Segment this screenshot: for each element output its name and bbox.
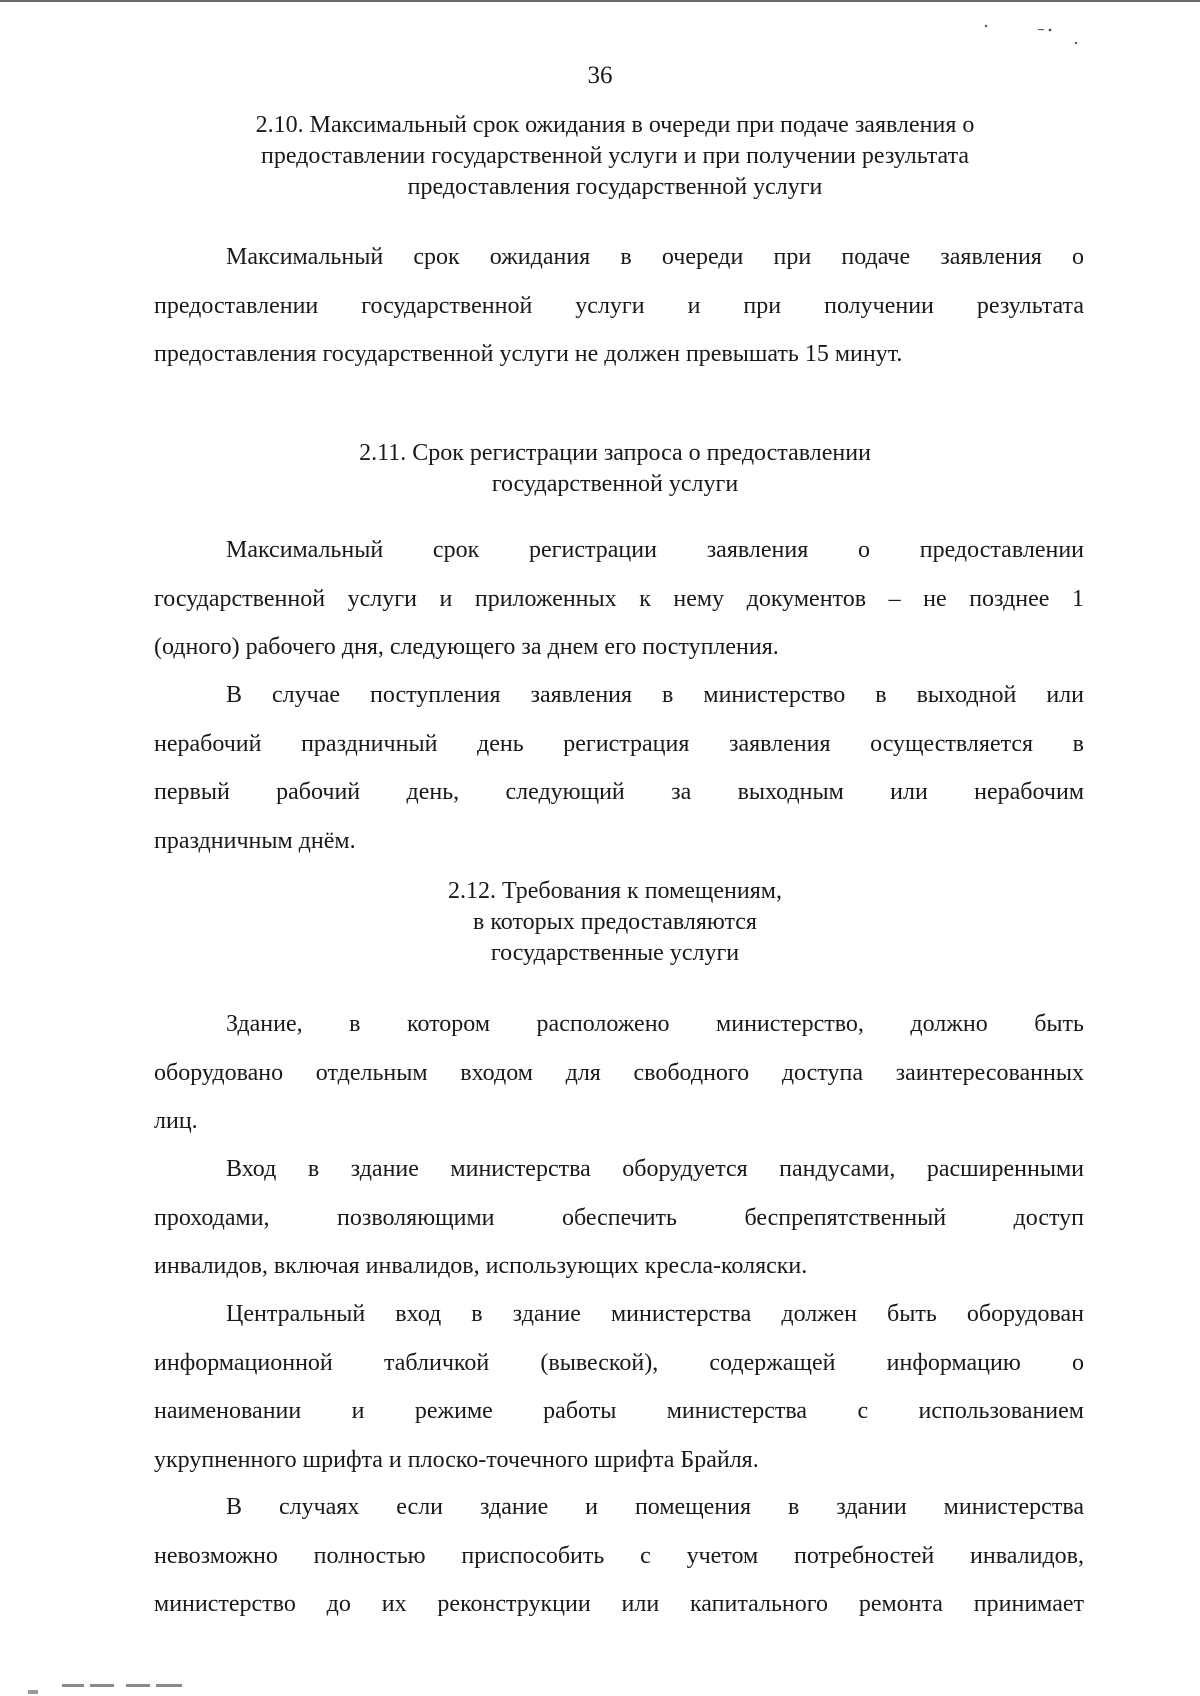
text-line: праздничным днём. [154,827,356,854]
paragraph [154,1483,1084,1629]
text-line: В случаях если здание и помещения в здании министерства [226,1494,1084,1520]
paragraph [154,1000,1084,1146]
heading-line: предоставлении государственной услуги и при получении результата [260,143,970,169]
text-line: предоставления государственной услуги не должен превышать 15 минут. [154,341,903,367]
section-heading-2-12 [150,876,1080,969]
heading-line: 2.11. Срок регистрации запроса о предоставлении [359,440,871,466]
heading-line: 2.12. Требования к помещениям, [448,878,782,904]
text-line: нерабочий праздничный день регистрация заявления осуществляется в [154,730,1084,757]
paragraph [154,671,1084,865]
section-heading-2-10 [150,110,1080,203]
text-line: министерство до их реконструкции или капитального ремонта принимает [154,1591,1084,1617]
scan-bottom-marks [0,1678,220,1696]
heading-line: в которых предоставляются [473,909,757,935]
text-line: Центральный вход в здание министерства должен быть оборудован [226,1301,1084,1327]
paragraph [154,233,1084,379]
heading-line: предоставления государственной услуги [407,174,823,200]
text-line: проходами, позволяющими обеспечить беспрепятственный доступ [154,1204,1084,1231]
heading-line: государственной услуги [491,471,739,497]
text-line: Максимальный срок ожидания в очереди при подаче заявления о [226,244,1084,270]
text-line: лиц. [154,1108,198,1134]
text-line: наименовании и режиме работы министерства с использованием [154,1398,1084,1424]
text-line: В случае поступления заявления в министерство в выходной или [226,682,1084,708]
text-line: Вход в здание министерства оборудуется пандусами, расширенными [226,1156,1084,1182]
text-line: первый рабочий день, следующий за выходным или нерабочим [154,779,1084,805]
text-line: Здание, в котором расположено министерство, должно быть [226,1011,1084,1037]
paragraph [154,1290,1084,1484]
text-line: невозможно полностью приспособить с учетом потребностей инвалидов, [154,1542,1084,1569]
section-heading-2-11 [150,438,1080,500]
text-line: государственной услуги и приложенных к нему документов – не позднее 1 [154,585,1084,612]
heading-line: 2.10. Максимальный срок ожидания в очереди при подаче заявления о [255,112,975,138]
text-line: (одного) рабочего дня, следующего за днем его поступления. [154,634,779,660]
text-line: предоставлении государственной услуги и при получении результата [154,292,1084,319]
text-line: укрупненного шрифта и плоско-точечного шрифта Брайля. [154,1446,759,1473]
text-line: оборудовано отдельным входом для свободного доступа заинтересованных [154,1059,1084,1086]
scan-speck-marks [980,18,1100,48]
paragraph [154,1145,1084,1291]
text-line: инвалидов, включая инвалидов, использующих кресла-коляски. [154,1253,808,1279]
page-number: 36 [587,62,613,89]
text-line: информационной табличкой (вывеской), содержащей информацию о [154,1349,1084,1376]
paragraph [154,526,1084,672]
text-line: Максимальный срок регистрации заявления о предоставлении [226,537,1084,563]
heading-line: государственные услуги [490,940,740,966]
scan-edge-line [0,0,1200,2]
